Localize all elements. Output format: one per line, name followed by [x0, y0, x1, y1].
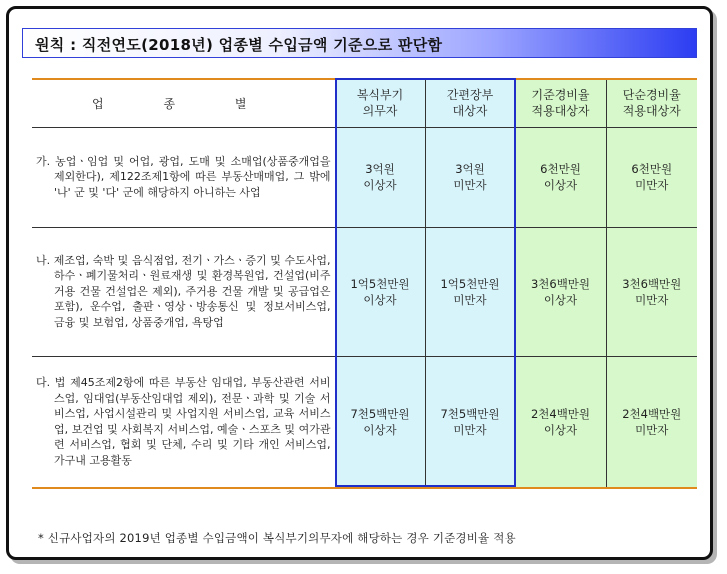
table-row [32, 227, 697, 356]
value-qualifier: 이상자 [363, 292, 397, 307]
header-standard-expense-rate [515, 79, 606, 127]
header-col2-line1: 간편장부 [446, 88, 494, 103]
header-col4-line1: 단순경비율 [622, 88, 681, 103]
industry-desc-ga: 가. 농업ㆍ임업 및 어업, 광업, 도매 및 소매업(상품중개업을 제외한다), 제122조제1항에 따른 부동산매매업, 그 밖에 '나' 군 및 '다' 군에 해당하지 아니하는 사업 [36, 154, 331, 199]
value-qualifier: 이상자 [543, 178, 578, 192]
cell-ga-col3 [515, 127, 606, 227]
value-amount: 6천만원 [540, 162, 581, 176]
value-amount: 2천4백만원 [622, 406, 682, 421]
cell-na-col3 [515, 227, 606, 356]
header-industry: 업 종 별 [32, 79, 335, 127]
cell-ga-col4 [606, 127, 697, 227]
cell-na-col2 [425, 227, 515, 356]
industry-desc-da: 다. 법 제45조제2항에 따른 부동산 임대업, 부동산관련 서비스업, 임대업(부동산임대업 제외), 전문ㆍ과학 및 기술 서비스업, 사업시설관리 및 사업지원 서비스업, 교육 서비스업, 보건업 및 사회복지 서비스업, 예술ㆍ스포츠 및 여가관련 서비스업, 협회 및 단체, 수리 및 기타 개인 서비스업, 가구내 고용활동 [36, 376, 331, 467]
header-col2-line2: 대상자 [452, 104, 488, 119]
value-qualifier: 이상자 [363, 422, 397, 437]
value-amount: 2천4백만원 [530, 406, 591, 421]
header-col3-line1: 기준경비율 [531, 88, 590, 103]
value-qualifier: 미만자 [635, 292, 669, 307]
header-simple-expense-rate [606, 79, 697, 127]
value-amount: 3천6백만원 [622, 276, 682, 291]
industry-group-ga [32, 127, 335, 227]
cell-da-col1 [335, 356, 425, 488]
header-simple-ledger [425, 79, 515, 127]
value-qualifier: 미만자 [453, 178, 487, 192]
cell-da-col2 [425, 356, 515, 488]
header-col3-line2: 적용대상자 [531, 104, 590, 119]
value-amount: 3억원 [455, 162, 485, 176]
value-qualifier: 미만자 [635, 422, 669, 437]
header-col1-line1: 복식부기 [356, 88, 404, 103]
cell-da-col3 [515, 356, 606, 488]
industry-desc-na: 나. 제조업, 숙박 및 음식점업, 전기ㆍ가스ㆍ증기 및 수도사업, 하수ㆍ폐기물처리ㆍ원료재생 및 환경복원업, 건설업(비주거용 건물 건설업은 제외), 주거용 건물 개발 및 공급업은 포함), 운수업, 출판ㆍ영상ㆍ방송통신 및 정보서비스업, 금융 및 보험업, 상품중개업, 욕탕업 [36, 253, 331, 329]
industry-group-na [32, 227, 335, 356]
header-col4-line2: 적용대상자 [622, 104, 681, 119]
industry-group-da [32, 356, 335, 488]
value-amount: 7천5백만원 [350, 406, 410, 421]
value-amount: 7천5백만원 [440, 406, 500, 421]
value-amount: 3억원 [365, 162, 395, 176]
value-amount: 1억5천만원 [440, 276, 500, 291]
table-row [32, 356, 697, 488]
value-qualifier: 미만자 [453, 422, 487, 437]
value-amount: 1억5천만원 [350, 276, 410, 291]
cell-da-col4 [606, 356, 697, 488]
value-qualifier: 이상자 [543, 292, 578, 307]
cell-na-col1 [335, 227, 425, 356]
cell-ga-col1 [335, 127, 425, 227]
value-amount: 3천6백만원 [530, 276, 591, 291]
table-row [32, 127, 697, 227]
title-bar [22, 28, 697, 58]
page-title: 원칙 : 직전연도(2018년) 업종별 수입금액 기준으로 판단함 [35, 36, 443, 54]
value-qualifier: 미만자 [453, 292, 487, 307]
header-bookkeeping-obligor [335, 79, 425, 127]
table-header-row [32, 79, 697, 127]
value-qualifier: 이상자 [543, 422, 578, 437]
value-qualifier: 이상자 [363, 178, 397, 192]
value-qualifier: 미만자 [635, 178, 669, 192]
cell-na-col4 [606, 227, 697, 356]
criteria-table [32, 78, 697, 489]
value-amount: 6천만원 [631, 162, 673, 176]
cell-ga-col2 [425, 127, 515, 227]
header-col1-line2: 의무자 [362, 104, 398, 119]
footnote: * 신규사업자의 2019년 업종별 수입금액이 복식부기의무자에 해당하는 경우 기준경비율 적용 [38, 531, 516, 545]
